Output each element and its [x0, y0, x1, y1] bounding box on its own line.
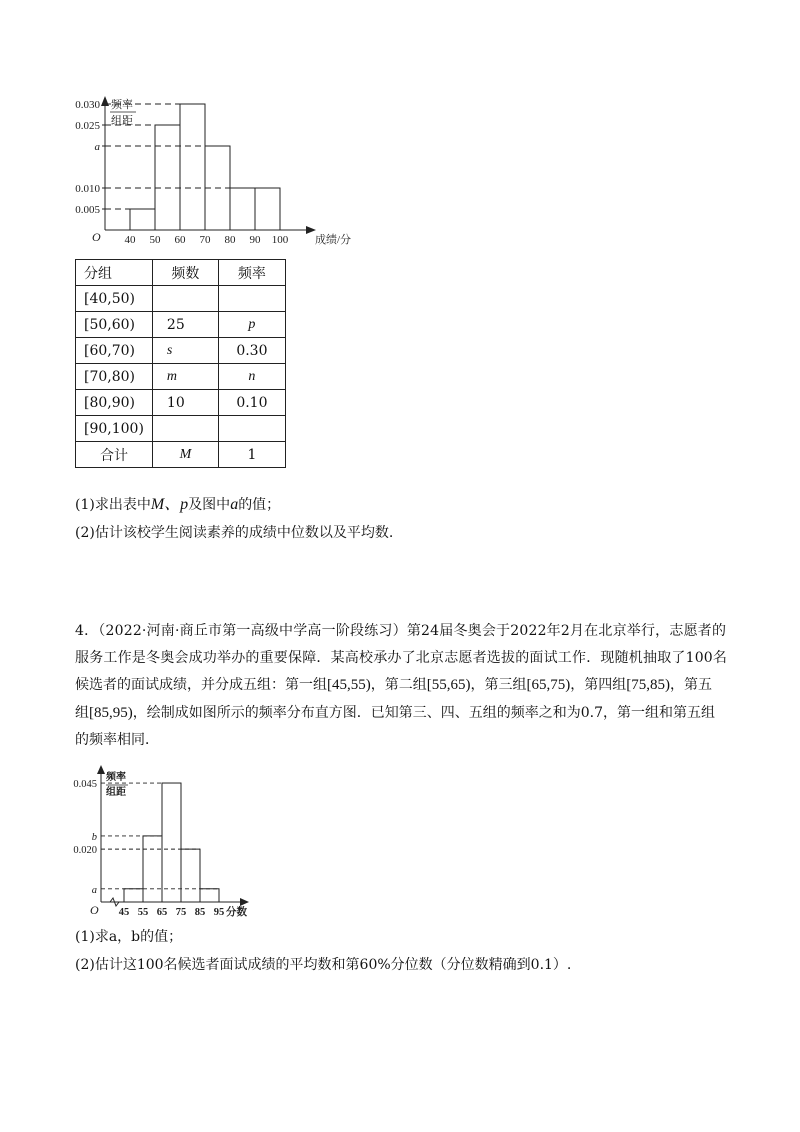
y-tick-label: 0.020 — [73, 845, 97, 857]
y-axis-label-bottom: 组距 — [111, 115, 133, 127]
histogram-bar — [230, 188, 255, 230]
y-axis-label-top: 频率 — [106, 772, 126, 783]
x-tick-label: 70 — [199, 234, 211, 246]
x-axis-label: 分数 — [226, 907, 247, 918]
x-tick-label: 60 — [174, 234, 186, 246]
table-header-cell: 频率 — [218, 260, 285, 286]
table-cell — [152, 286, 218, 312]
y-tick-label: b — [91, 831, 97, 843]
table-row — [76, 364, 286, 390]
x-tick-label: 90 — [249, 234, 261, 246]
histogram-bar — [255, 188, 280, 230]
y-tick-label: 0.045 — [73, 779, 97, 791]
x-axis-arrow — [240, 898, 249, 906]
histogram-bar — [124, 889, 143, 902]
histogram-bar — [200, 889, 219, 902]
table-cell: p — [218, 312, 285, 338]
table-cell — [218, 416, 285, 442]
x-tick-label: 55 — [137, 907, 149, 918]
histogram-bar — [181, 849, 200, 902]
table-row — [76, 338, 286, 364]
histogram-bar — [180, 104, 205, 230]
y-tick-label: 0.025 — [75, 120, 100, 132]
table-row — [76, 416, 286, 442]
q3-part2: (2)估计该校学生阅读素养的成绩中位数以及平均数. — [75, 525, 394, 541]
x-axis-arrow — [306, 226, 316, 234]
table-cell: s — [152, 338, 218, 364]
q4-stem-line5: 的频率相同． — [75, 732, 159, 748]
table-cell: [60,70) — [76, 338, 153, 364]
table-row — [76, 286, 286, 312]
x-tick-label: 65 — [156, 907, 168, 918]
table-cell: [90,100) — [76, 416, 153, 442]
table-cell — [218, 286, 285, 312]
q4-part1: (1)求a，b的值； — [75, 929, 183, 945]
table-cell: [50,60) — [76, 312, 153, 338]
q4-stem-line2: 服务工作是冬奥会成功举办的重要保障．某高校承办了北京志愿者选拔的面试工作．现随机抽取了100名 — [75, 650, 728, 666]
y-axis-label-top: 频率 — [111, 99, 133, 111]
table-header-cell: 频数 — [152, 260, 218, 286]
histogram-chart-1 — [60, 90, 360, 250]
table-cell: m — [152, 364, 218, 390]
q3-part1: (1)求出表中M、p及图中a的值； — [75, 496, 281, 513]
table-cell: M — [152, 442, 218, 468]
q4-part2: (2)估计这100名候选者面试成绩的平均数和第60%分位数（分位数精确到0.1）. — [75, 957, 572, 973]
table-row — [76, 442, 286, 468]
table-cell — [152, 416, 218, 442]
y-tick-label: a — [94, 141, 100, 153]
x-tick-label: 95 — [213, 907, 225, 918]
table-cell: 1 — [218, 442, 285, 468]
table-cell: 0.10 — [218, 390, 285, 416]
table-cell: [40,50) — [76, 286, 153, 312]
x-tick-label: 85 — [194, 907, 206, 918]
y-tick-label: 0.005 — [75, 204, 100, 216]
origin-label: O — [90, 903, 99, 917]
table-row — [76, 390, 286, 416]
histogram-chart-2 — [60, 762, 280, 922]
q4-stem-line1: 4．（2022·河南·商丘市第一高级中学高一阶段练习）第24届冬奥会于2022年2月在北京举行，志愿者的 — [75, 623, 727, 639]
x-tick-label: 80 — [224, 234, 236, 246]
table-cell: 0.30 — [218, 338, 285, 364]
q4-stem-line4: 组[85,95)，绘制成如图所示的频率分布直方图．已知第三、四、五组的频率之和为0.7，第一组和第五组 — [75, 705, 716, 721]
histogram-bar — [162, 783, 181, 902]
x-tick-label: 50 — [149, 234, 161, 246]
table-cell: 10 — [152, 390, 218, 416]
x-tick-label: 45 — [118, 907, 130, 918]
histogram-bar — [155, 125, 180, 230]
table-cell: [80,90) — [76, 390, 153, 416]
frequency-table — [75, 259, 286, 468]
table-header-row — [76, 260, 286, 286]
x-tick-label: 75 — [175, 907, 187, 918]
table-row — [76, 312, 286, 338]
histogram-bar — [130, 209, 155, 230]
q4-stem-line3: 候选者的面试成绩，并分成五组：第一组[45,55)，第二组[55,65)，第三组[65,75)，第四组[75,85)，第五 — [75, 677, 712, 693]
table-header-cell: 分组 — [76, 260, 153, 286]
x-tick-label: 100 — [271, 234, 289, 246]
table-cell: n — [218, 364, 285, 390]
histogram-bar — [143, 836, 162, 902]
table-cell: 25 — [152, 312, 218, 338]
table-cell: 合计 — [76, 442, 153, 468]
y-tick-label: 0.010 — [75, 183, 100, 195]
y-tick-label: a — [91, 884, 97, 896]
x-axis-label: 成绩/分 — [315, 234, 352, 246]
y-tick-label: 0.030 — [75, 99, 100, 111]
x-tick-label: 40 — [124, 234, 136, 246]
origin-label: O — [92, 230, 101, 244]
y-axis-label-bottom: 组距 — [106, 787, 126, 798]
y-axis-arrow — [97, 765, 105, 774]
table-cell: [70,80) — [76, 364, 153, 390]
